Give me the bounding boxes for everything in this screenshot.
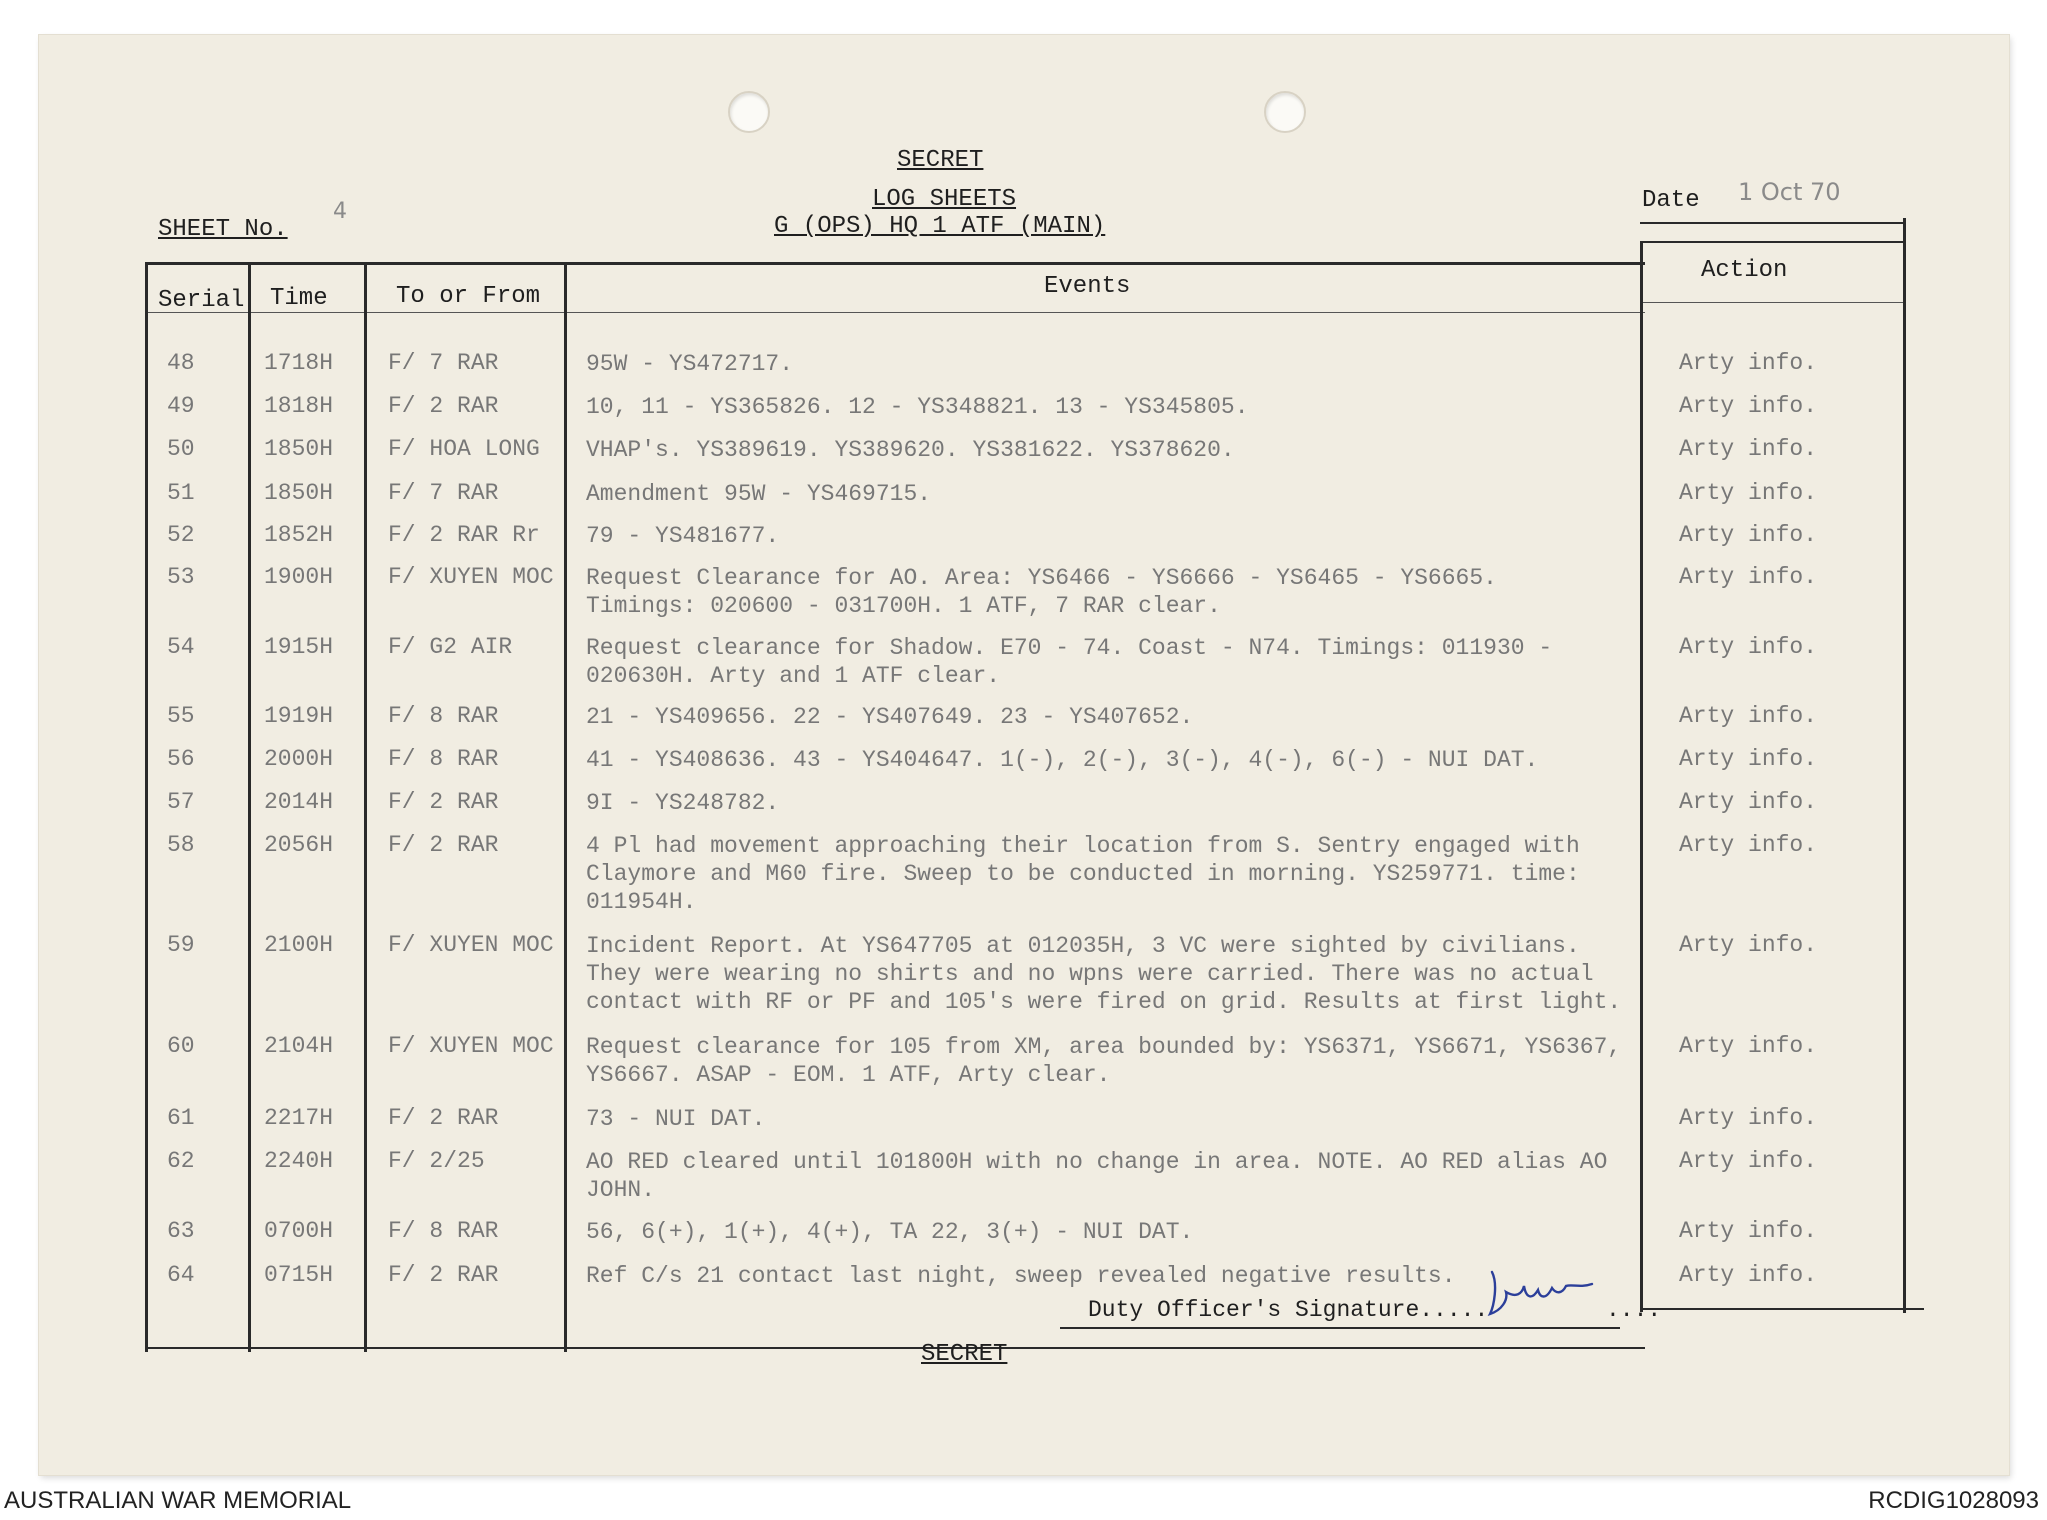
row-serial: 57 (167, 789, 195, 815)
row-action: Arty info. (1679, 703, 1818, 729)
row-action: Arty info. (1679, 789, 1818, 815)
row-serial: 55 (167, 703, 195, 729)
signature-trail-dots: .... (1606, 1297, 1662, 1323)
row-serial: 60 (167, 1033, 195, 1059)
row-event-line: Claymore and M60 fire. Sweep to be conducted in morning. YS259771. time: (586, 861, 1580, 887)
row-action: Arty info. (1679, 746, 1818, 772)
row-serial: 48 (167, 350, 195, 376)
signature-line (1060, 1327, 1620, 1329)
row-serial: 64 (167, 1262, 195, 1288)
row-action: Arty info. (1679, 1148, 1818, 1174)
row-event-line: 56, 6(+), 1(+), 4(+), TA 22, 3(+) - NUI DAT. (586, 1219, 1194, 1245)
row-from: F/ 2 RAR (388, 1262, 499, 1288)
row-time: 1915H (264, 634, 334, 660)
row-from: F/ XUYEN MOC (388, 1033, 554, 1059)
row-action: Arty info. (1679, 480, 1818, 506)
row-from: F/ 2 RAR (388, 1105, 499, 1131)
row-time: 2000H (264, 746, 334, 772)
log-subtitle: G (OPS) HQ 1 ATF (MAIN) (774, 213, 1106, 240)
row-time: 0715H (264, 1262, 334, 1288)
row-time: 1852H (264, 522, 334, 548)
row-action: Arty info. (1679, 634, 1818, 660)
action-bottom-border (1642, 1308, 1924, 1310)
row-time: 2240H (264, 1148, 334, 1174)
row-action: Arty info. (1679, 522, 1818, 548)
row-serial: 63 (167, 1218, 195, 1244)
duty-officer-signature-label: Duty Officer's Signature..... (1088, 1297, 1489, 1323)
punch-hole (1264, 91, 1306, 133)
row-serial: 52 (167, 522, 195, 548)
date-value: 1 Oct 70 (1738, 178, 1841, 206)
row-time: 1718H (264, 350, 334, 376)
row-serial: 49 (167, 393, 195, 419)
row-event-line: 4 Pl had movement approaching their location from S. Sentry engaged with (586, 833, 1580, 859)
archive-credit: AUSTRALIAN WAR MEMORIAL (4, 1487, 352, 1514)
row-event-line: Incident Report. At YS647705 at 012035H, 3 VC were sighted by civilians. (586, 933, 1580, 959)
row-serial: 59 (167, 932, 195, 958)
sheet-number-value: 4 (333, 199, 347, 224)
col-header-time: Time (270, 285, 328, 312)
row-event-line: 020630H. Arty and 1 ATF clear. (586, 663, 1001, 689)
row-from: F/ HOA LONG (388, 436, 540, 462)
row-event-line: 9I - YS248782. (586, 790, 780, 816)
row-event-line: AO RED cleared until 101800H with no change in area. NOTE. AO RED alias AO (586, 1149, 1608, 1175)
table-bottom-border (145, 1347, 1645, 1349)
row-action: Arty info. (1679, 932, 1818, 958)
row-serial: 53 (167, 564, 195, 590)
row-event-line: Request clearance for 105 from XM, area bounded by: YS6371, YS6671, YS6367, (586, 1034, 1622, 1060)
row-from: F/ 2/25 (388, 1148, 485, 1174)
sheet-number-label: SHEET No. (158, 216, 288, 243)
row-action: Arty info. (1679, 564, 1818, 590)
row-from: F/ 8 RAR (388, 703, 499, 729)
row-from: F/ 7 RAR (388, 480, 499, 506)
col-divider-from (564, 262, 567, 1352)
row-serial: 56 (167, 746, 195, 772)
row-event-line: VHAP's. YS389619. YS389620. YS381622. YS378620. (586, 437, 1235, 463)
row-serial: 58 (167, 832, 195, 858)
row-from: F/ 7 RAR (388, 350, 499, 376)
row-action: Arty info. (1679, 832, 1818, 858)
row-time: 1919H (264, 703, 334, 729)
row-event-line: contact with RF or PF and 105's were fired on grid. Results at first light. (586, 989, 1622, 1015)
row-from: F/ 8 RAR (388, 746, 499, 772)
action-top-border (1642, 241, 1906, 243)
row-event-line: 79 - YS481677. (586, 523, 780, 549)
classification-top: SECRET (897, 147, 984, 174)
row-from: F/ 2 RAR (388, 789, 499, 815)
row-action: Arty info. (1679, 1262, 1818, 1288)
row-event-line: Ref C/s 21 contact last night, sweep revealed negative results. (586, 1263, 1456, 1289)
row-event-line: Request clearance for Shadow. E70 - 74. Coast - N74. Timings: 011930 - (586, 635, 1553, 661)
row-event-line: They were wearing no shirts and no wpns were carried. There was no actual (586, 961, 1594, 987)
table-right-border (1903, 218, 1906, 1313)
row-action: Arty info. (1679, 350, 1818, 376)
row-time: 2100H (264, 932, 334, 958)
classification-bottom: SECRET (921, 1341, 1008, 1368)
row-from: F/ XUYEN MOC (388, 932, 554, 958)
row-time: 2014H (264, 789, 334, 815)
punch-hole (728, 91, 770, 133)
col-header-events: Events (1044, 273, 1131, 300)
row-from: F/ 8 RAR (388, 1218, 499, 1244)
row-action: Arty info. (1679, 436, 1818, 462)
row-serial: 61 (167, 1105, 195, 1131)
row-time: 1818H (264, 393, 334, 419)
row-from: F/ XUYEN MOC (388, 564, 554, 590)
row-serial: 62 (167, 1148, 195, 1174)
row-time: 2217H (264, 1105, 334, 1131)
row-action: Arty info. (1679, 1218, 1818, 1244)
row-time: 0700H (264, 1218, 334, 1244)
row-action: Arty info. (1679, 393, 1818, 419)
row-event-line: Amendment 95W - YS469715. (586, 481, 932, 507)
row-event-line: 10, 11 - YS365826. 12 - YS348821. 13 - YS345805. (586, 394, 1249, 420)
date-underline (1640, 222, 1904, 224)
row-event-line: 011954H. (586, 889, 697, 915)
row-event-line: 21 - YS409656. 22 - YS407649. 23 - YS407652. (586, 704, 1194, 730)
row-from: F/ 2 RAR (388, 832, 499, 858)
row-from: F/ 2 RAR Rr (388, 522, 540, 548)
handwritten-signature (1480, 1264, 1610, 1324)
col-header-from: To or From (396, 283, 541, 310)
row-event-line: Timings: 020600 - 031700H. 1 ATF, 7 RAR clear. (586, 593, 1221, 619)
col-divider-serial (248, 262, 251, 1352)
row-event-line: 95W - YS472717. (586, 351, 794, 377)
row-time: 1850H (264, 480, 334, 506)
col-divider-events (1640, 241, 1643, 1312)
archive-id: RCDIG1028093 (1868, 1487, 2039, 1514)
col-header-serial: Serial (158, 287, 245, 314)
row-serial: 50 (167, 436, 195, 462)
date-label: Date (1642, 187, 1700, 214)
action-header-separator (1642, 302, 1906, 303)
row-action: Arty info. (1679, 1105, 1818, 1131)
row-event-line: YS6667. ASAP - EOM. 1 ATF, Arty clear. (586, 1062, 1111, 1088)
row-time: 2056H (264, 832, 334, 858)
row-time: 2104H (264, 1033, 334, 1059)
row-time: 1850H (264, 436, 334, 462)
row-event-line: JOHN. (586, 1177, 656, 1203)
row-event-line: 41 - YS408636. 43 - YS404647. 1(-), 2(-), 3(-), 4(-), 6(-) - NUI DAT. (586, 747, 1539, 773)
table-left-border (145, 262, 148, 1352)
col-header-action: Action (1701, 257, 1788, 284)
col-divider-time (364, 262, 367, 1352)
row-event-line: 73 - NUI DAT. (586, 1106, 766, 1132)
row-from: F/ G2 AIR (388, 634, 513, 660)
row-time: 1900H (264, 564, 334, 590)
table-top-border (145, 262, 1645, 265)
row-action: Arty info. (1679, 1033, 1818, 1059)
header-separator (145, 312, 1645, 313)
row-serial: 51 (167, 480, 195, 506)
row-event-line: Request Clearance for AO. Area: YS6466 - YS6666 - YS6465 - YS6665. (586, 565, 1497, 591)
log-title: LOG SHEETS (872, 186, 1017, 213)
row-serial: 54 (167, 634, 195, 660)
row-from: F/ 2 RAR (388, 393, 499, 419)
